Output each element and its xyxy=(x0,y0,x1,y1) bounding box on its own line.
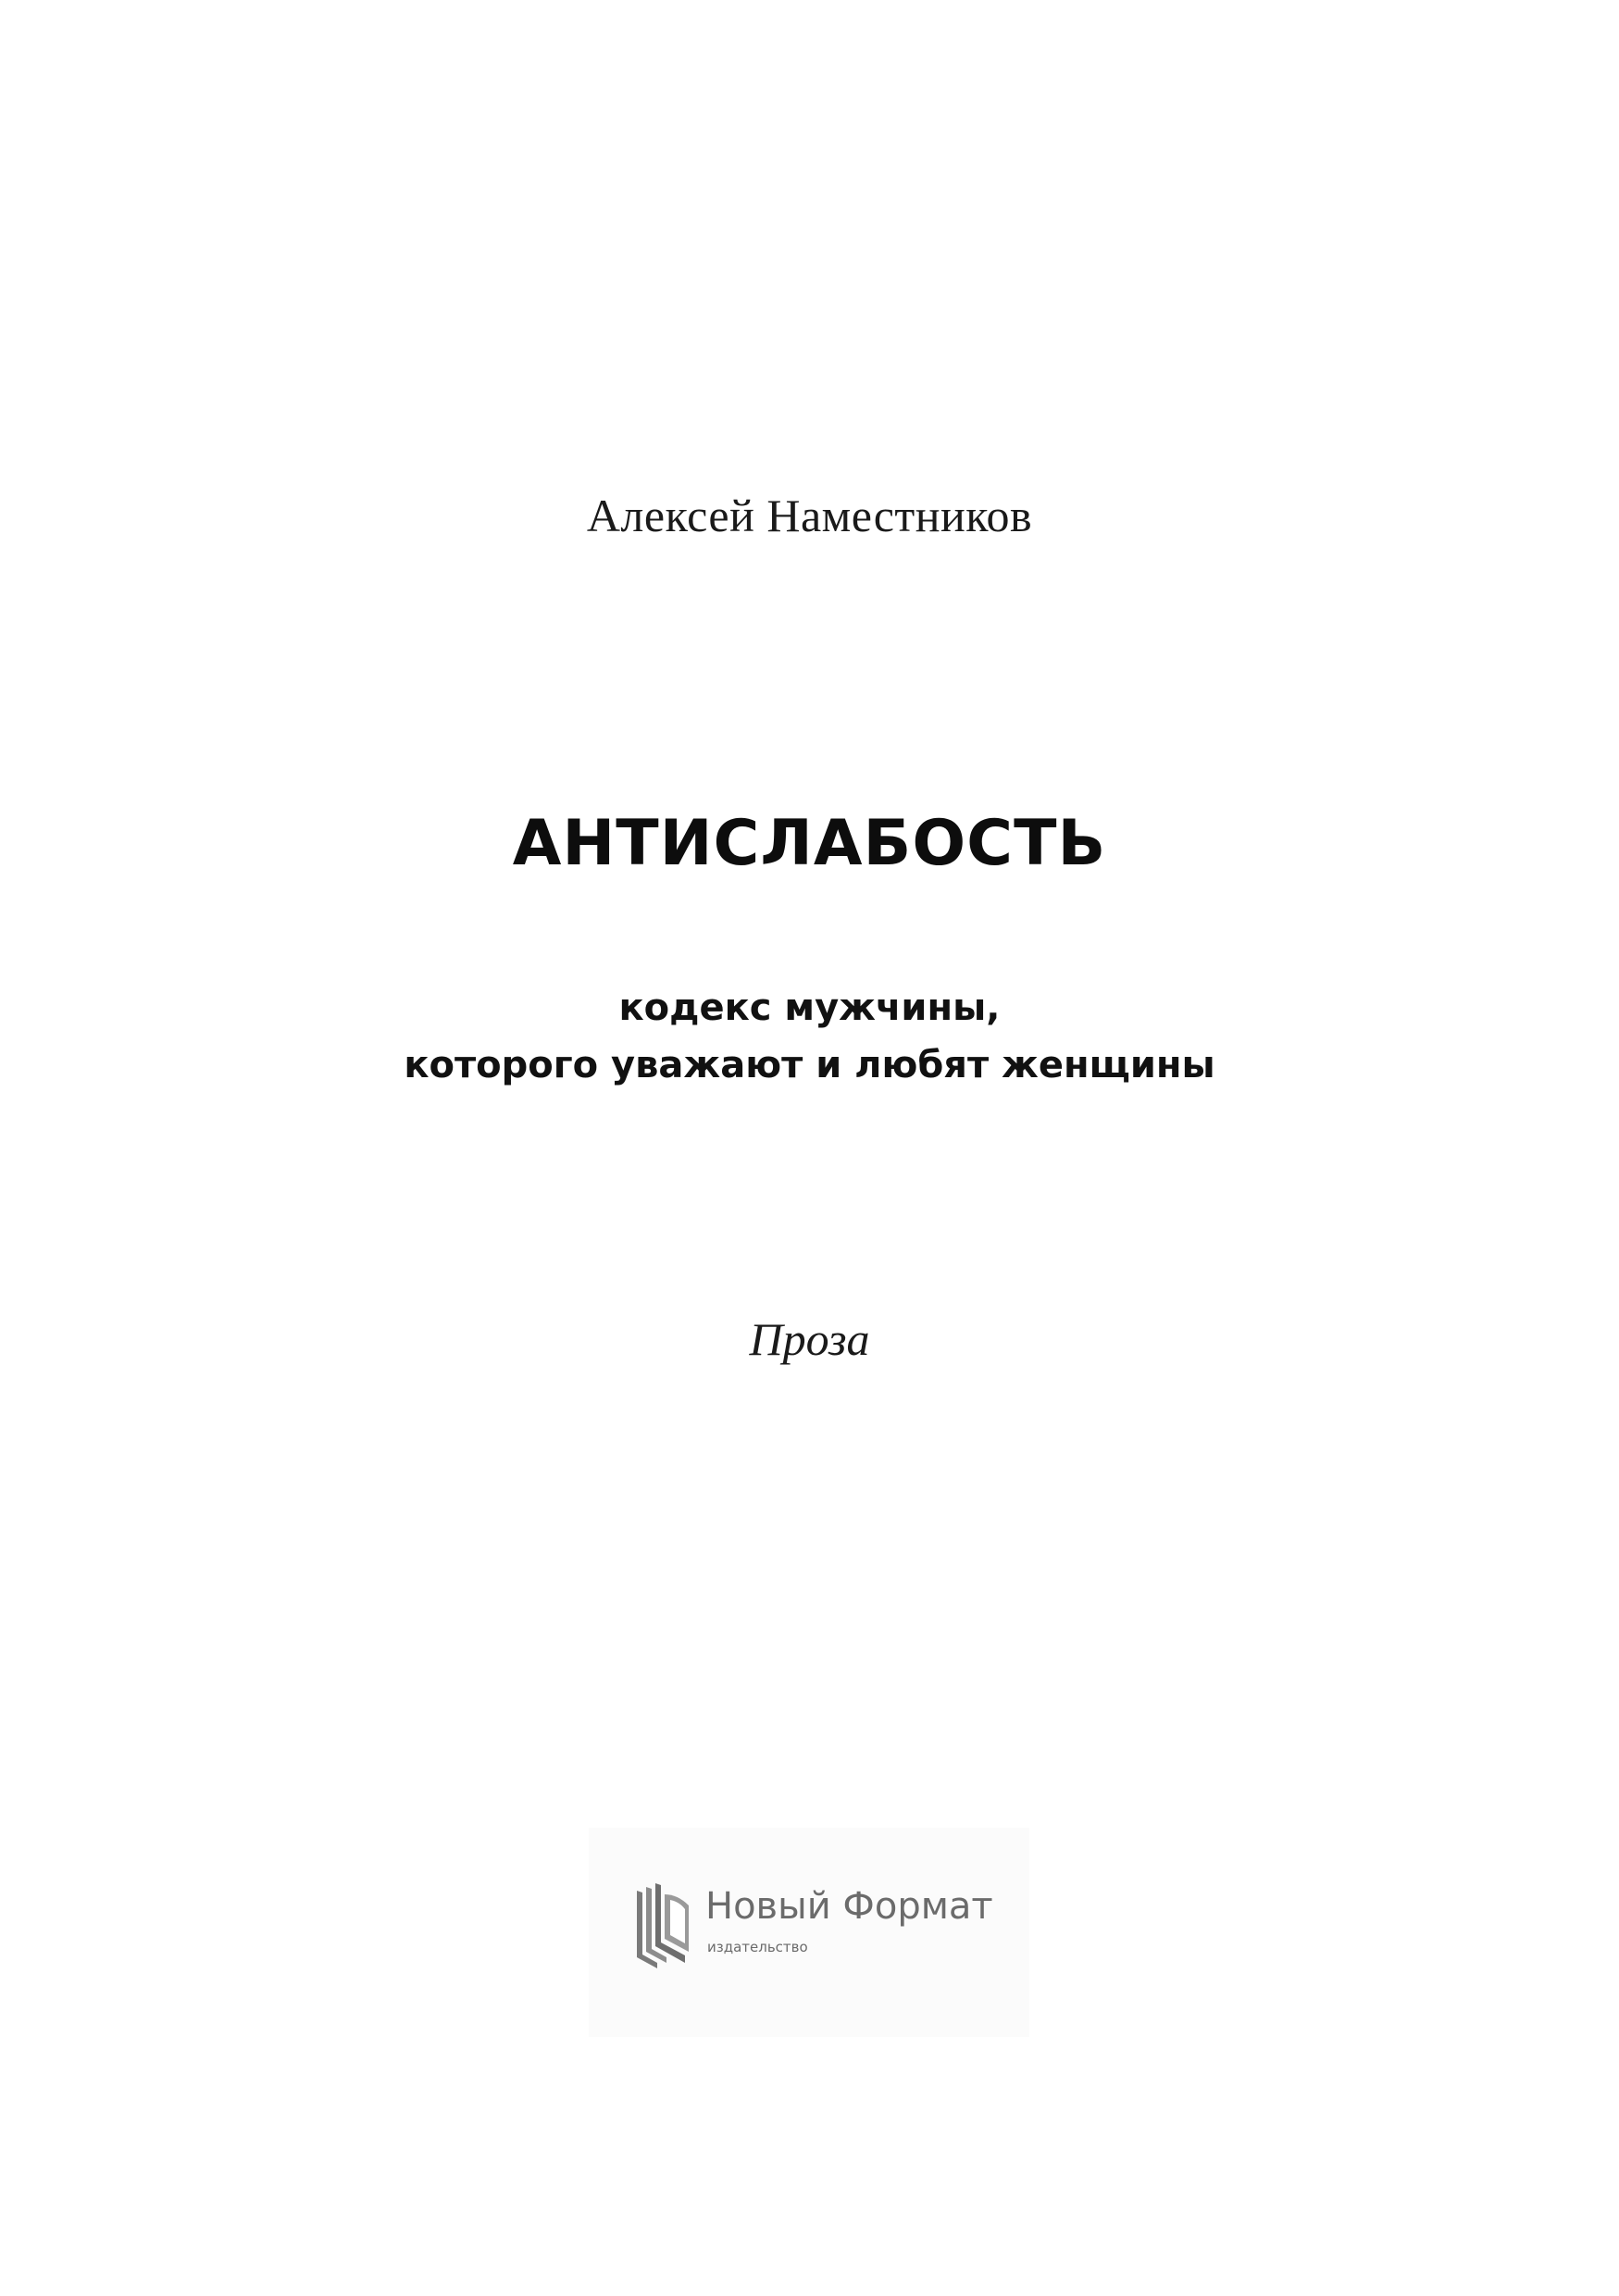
subtitle-line-1: кодекс мужчины, xyxy=(618,987,1001,1029)
publisher-logo xyxy=(589,1828,1029,2037)
genre-label: Проза xyxy=(749,1313,870,1365)
book-subtitle xyxy=(0,979,1619,1094)
publisher-name: Новый Формат xyxy=(705,1885,993,1928)
book-stack-logo-icon xyxy=(629,1881,704,1974)
author-name: Алексей Наместников xyxy=(586,490,1033,541)
book-title: АНТИСЛАБОСТЬ xyxy=(512,807,1107,880)
publisher-tagline: издательство xyxy=(707,1939,808,1955)
subtitle-line-2: которого уважают и любят женщины xyxy=(404,1044,1215,1086)
